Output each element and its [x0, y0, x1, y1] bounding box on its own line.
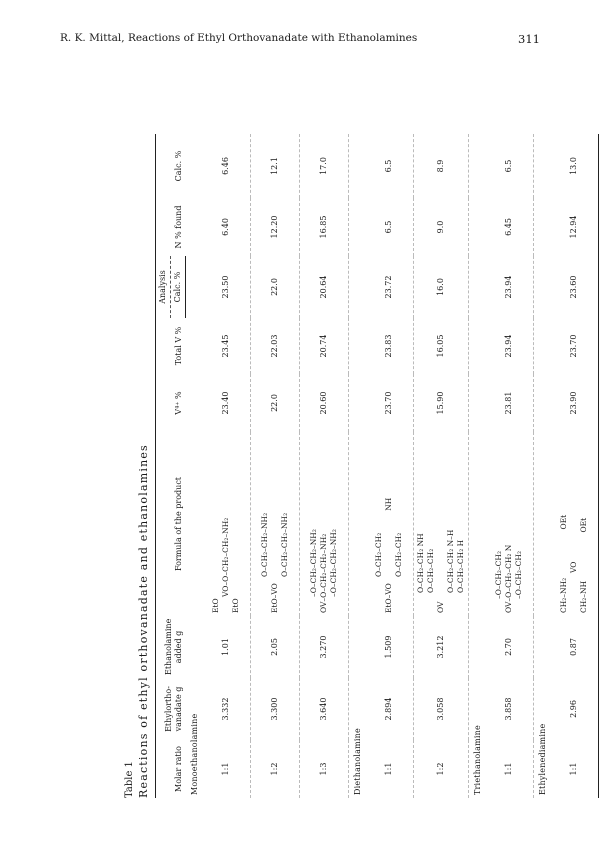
cell-n-found: 6.5 [365, 198, 414, 256]
cell-calc: 23.60 [550, 256, 599, 318]
formula-part: O–CH₂–CH₂ [394, 532, 403, 577]
cell-formula [251, 432, 300, 616]
formula-part: OEt [579, 517, 588, 533]
formula-part: NH [384, 497, 393, 511]
cell-n-found: 16.85 [300, 198, 349, 256]
formula-part: O–CH₂–CH₂ [446, 548, 455, 593]
formula-part: OV [504, 601, 513, 613]
cell-total: 22.03 [251, 318, 300, 374]
formula-part: VO [569, 561, 578, 573]
cell-v4: 22.0 [251, 374, 300, 432]
cell-total: 23.83 [365, 318, 414, 374]
col-header-n-calc: Calc. % [156, 134, 186, 198]
cell-v4: 23.70 [365, 374, 414, 432]
cell-v4: 20.60 [300, 374, 349, 432]
col-header-ethyl-ortho: Ethylortho-vanadate g [156, 678, 186, 740]
cell-n-calc: 6.5 [365, 134, 414, 198]
col-header-formula: Formula of the product [156, 432, 186, 616]
formula-part: EtO [231, 598, 240, 613]
formula-part: O–CH₂–CH₂ [426, 548, 435, 593]
formula-part: O–CH₂–CH₂–NH₂ [260, 512, 269, 577]
cell-v4: 23.40 [202, 374, 251, 432]
cell-formula [365, 432, 414, 616]
formula-part: –O–CH₂–CH₂–NH₂ [329, 529, 338, 597]
formula-part: EtO [211, 598, 220, 613]
col-header-analysis: Analysis [156, 256, 171, 318]
data-table [155, 134, 599, 798]
cell-ortho: 3.640 [300, 678, 349, 740]
cell-formula [550, 432, 599, 616]
cell-calc: 22.0 [251, 256, 300, 318]
group-label: Ethylenediamine [538, 723, 547, 795]
formula-part: –O–CH₂–CH₂–NH₂ [319, 533, 328, 602]
cell-amine: 1.01 [202, 616, 251, 678]
cell-calc: 23.72 [365, 256, 414, 318]
cell-formula [414, 432, 469, 616]
cell-ratio: 1:1 [550, 740, 599, 798]
cell-total: 23.45 [202, 318, 251, 374]
cell-formula [485, 432, 534, 616]
cell-n-calc: 8.9 [414, 134, 469, 198]
cell-ortho: 2.894 [365, 678, 414, 740]
cell-v4: 23.81 [485, 374, 534, 432]
cell-ortho: 2.96 [550, 678, 599, 740]
cell-formula [202, 432, 251, 616]
running-head [60, 32, 540, 50]
col-header-molar-ratio: Molar ratio [156, 740, 186, 798]
cell-amine: 3.212 [414, 616, 469, 678]
table-row [485, 134, 534, 798]
cell-v4: 15.90 [414, 374, 469, 432]
cell-ortho: 3.858 [485, 678, 534, 740]
table-row [202, 134, 251, 798]
cell-ratio: 1:3 [300, 740, 349, 798]
cell-n-calc: 17.0 [300, 134, 349, 198]
formula-part: CH₂–NH₂ [559, 577, 568, 613]
cell-total: 23.94 [485, 318, 534, 374]
running-head-title: R. K. Mittal, Reactions of Ethyl Orthovanadate with Ethanolamines [60, 32, 418, 44]
cell-formula [300, 432, 349, 616]
cell-n-calc: 13.0 [550, 134, 599, 198]
cell-amine: 2.70 [485, 616, 534, 678]
cell-v4: 23.90 [550, 374, 599, 432]
page-number: 311 [518, 32, 540, 46]
formula-part: –O–CH₂–CH₂ [504, 553, 513, 602]
formula-part: VO–O–CH₂–CH₂–NH₂ [221, 517, 230, 597]
formula-part: –O–CH₂–CH₂ [514, 551, 523, 599]
formula-part: OV [319, 601, 328, 613]
cell-calc: 23.50 [202, 256, 251, 318]
table-row [365, 134, 414, 798]
cell-amine: 2.05 [251, 616, 300, 678]
cell-ortho: 3.300 [251, 678, 300, 740]
formula-part: N–H [446, 529, 455, 547]
cell-n-calc: 6.5 [485, 134, 534, 198]
formula-part: EtO–VO [270, 583, 279, 613]
cell-n-found: 12.20 [251, 198, 300, 256]
cell-n-found: 9.0 [414, 198, 469, 256]
table-row [251, 134, 300, 798]
col-header-ethanolamine: Ethanolamine added g [156, 616, 186, 678]
rotated-table-block [123, 134, 588, 798]
table-label: Table 1 [124, 761, 135, 798]
formula-part: EtO–VO [384, 583, 393, 613]
cell-n-found: 12.94 [550, 198, 599, 256]
col-header-calc-v: Calc. % [171, 256, 186, 318]
col-header-total-v: Total V % [156, 318, 186, 374]
formula-part: –O–CH₂–CH₂ [494, 551, 503, 599]
formula-part: NH [416, 533, 425, 547]
cell-ratio: 1:1 [202, 740, 251, 798]
formula-part: –O–CH₂–CH₂–NH₂ [309, 529, 318, 597]
table-row [300, 134, 349, 798]
cell-total: 20.74 [300, 318, 349, 374]
cell-amine: 1.509 [365, 616, 414, 678]
cell-calc: 16.0 [414, 256, 469, 318]
formula-part: O–CH₂–CH₂ [416, 548, 425, 593]
cell-n-found: 6.40 [202, 198, 251, 256]
cell-total: 16.05 [414, 318, 469, 374]
table-body [186, 134, 599, 798]
formula-part: OEt [559, 514, 568, 530]
cell-ratio: 1:1 [365, 740, 414, 798]
cell-n-calc: 6.46 [202, 134, 251, 198]
formula-part: O–CH₂–CH₂ [374, 532, 383, 577]
formula-part: H [456, 539, 465, 547]
group-label: Diethanolamine [353, 728, 362, 795]
formula-part: N [504, 544, 513, 552]
formula-part: CH₂–NH [579, 580, 588, 613]
formula-part: O–CH₂–CH₂–NH₂ [280, 512, 289, 577]
cell-ratio: 1:1 [485, 740, 534, 798]
cell-n-found: 6.45 [485, 198, 534, 256]
group-label: Monoethanolamine [190, 713, 199, 795]
cell-ortho: 3.332 [202, 678, 251, 740]
cell-ratio: 1:2 [251, 740, 300, 798]
cell-total: 23.70 [550, 318, 599, 374]
table-caption [123, 444, 151, 798]
table-caption-text: Reactions of ethyl orthovanadate and ethanolamines [137, 444, 150, 798]
table-row [550, 134, 599, 798]
cell-amine: 3.270 [300, 616, 349, 678]
cell-calc: 23.94 [485, 256, 534, 318]
col-header-v4: V⁴⁺ % [156, 374, 186, 432]
group-label: Triethanolamine [473, 725, 482, 795]
formula-part: O–CH₂–CH₂ [456, 548, 465, 593]
cell-amine: 0.87 [550, 616, 599, 678]
table-row [414, 134, 469, 798]
cell-n-calc: 12.1 [251, 134, 300, 198]
cell-ratio: 1:2 [414, 740, 469, 798]
formula-part: OV [436, 601, 445, 613]
col-header-n-found: N % found [156, 198, 186, 256]
cell-ortho: 3.058 [414, 678, 469, 740]
cell-calc: 20.64 [300, 256, 349, 318]
